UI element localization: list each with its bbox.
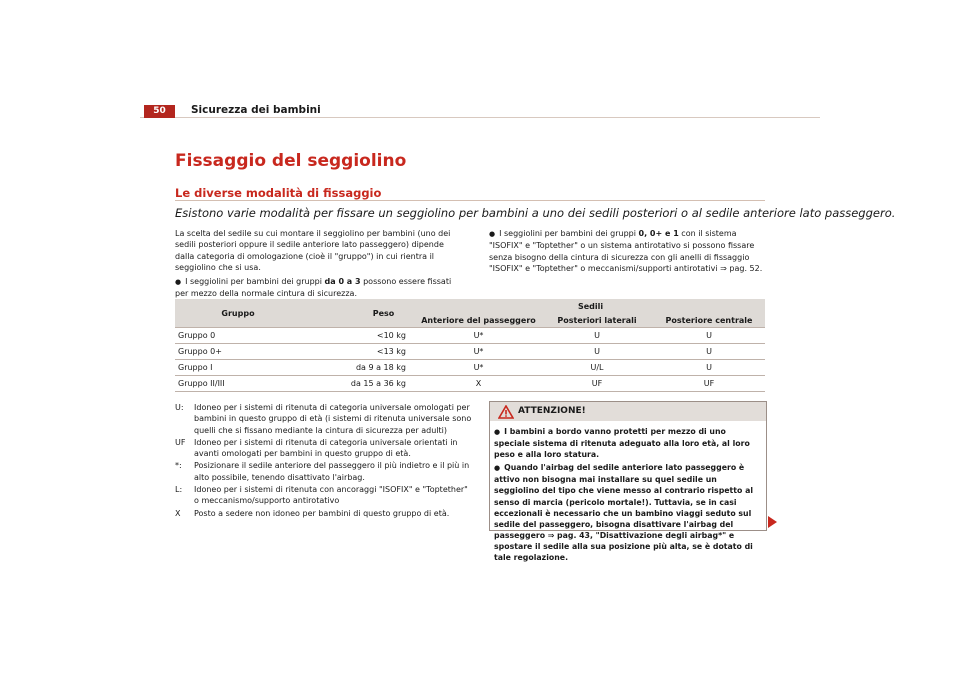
warning-title: ATTENZIONE!	[518, 406, 586, 416]
cell-anteriore: X	[416, 376, 541, 392]
cell-laterali: UF	[541, 376, 653, 392]
table-row	[175, 376, 765, 392]
page-number: 50	[144, 105, 175, 118]
cell-centrale: U	[653, 328, 765, 344]
header-centrale: Posteriore centrale	[653, 313, 765, 328]
footnote-key: U:	[175, 403, 184, 412]
warning-box	[489, 401, 767, 563]
header-sedili: Sedili	[577, 301, 604, 311]
header-laterali: Posteriori laterali	[541, 313, 653, 328]
compatibility-table	[175, 299, 765, 392]
footnote-text: Posto a sedere non idoneo per bambini di questo gruppo di età.	[194, 508, 450, 518]
warning-body	[494, 426, 762, 565]
compatibility-table-wrapper	[175, 299, 765, 392]
footnote-text: Idoneo per i sistemi di ritenuta di categoria universale omologati per bambini in questo gruppo di età (i sistemi di ritenuta universale sono quelli che si fissano mediante la cintura di sicurezza per adulti)	[194, 403, 472, 435]
cell-gruppo: Gruppo I	[175, 360, 301, 376]
subheading-rule	[175, 200, 765, 201]
header-anteriore: Anteriore del passeggero	[416, 313, 541, 328]
bullet-item: ● I seggiolini per bambini dei gruppi 0, 0+ e 1 con il sistema "ISOFIX" e "Toptether" o un sistema antirotativo si possono fissare senza bisogno della cintura di sicurezza con gli anelli di fissaggio "ISOFIX" e "Toptether" o meccanismi/supporti antirotativi ⇒ pag. 52.	[489, 228, 771, 274]
table-row	[175, 328, 765, 344]
header-rule	[140, 117, 820, 118]
continue-arrow-icon	[768, 516, 777, 528]
bullet-item: ● I seggiolini per bambini dei gruppi da 0 a 3 possono essere fissati per mezzo della normale cintura di sicurezza.	[175, 276, 465, 300]
footnotes	[175, 402, 475, 520]
warning-header	[490, 402, 766, 421]
subheading: Le diverse modalità di fissaggio	[175, 186, 382, 200]
footnote-key: UF	[175, 437, 186, 447]
cell-peso: <10 kg	[301, 328, 416, 344]
header-peso: Peso	[301, 299, 416, 328]
cell-peso: <13 kg	[301, 344, 416, 360]
footnote-text: Posizionare il sedile anteriore del passeggero il più indietro e il più in alto possibile, tenendo disattivato l'airbag.	[194, 461, 470, 482]
cell-laterali: U	[541, 344, 653, 360]
cell-gruppo: Gruppo 0+	[175, 344, 301, 360]
cell-peso: da 9 a 18 kg	[301, 360, 416, 376]
cell-peso: da 15 a 36 kg	[301, 376, 416, 392]
cell-centrale: U	[653, 360, 765, 376]
footnote-item	[175, 402, 475, 436]
cell-anteriore: U*	[416, 360, 541, 376]
footnote-key: L:	[175, 485, 183, 495]
warning-item: ● Quando l'airbag del sedile anteriore lato passeggero è attivo non bisogna mai installare su quel sedile un seggiolino del tipo che viene messo al contrario rispetto al senso di marcia (pericolo mortale!). Tuttavia, se in casi eccezionali è necessario che un bambino viaggi seduto sul sedile del passeggero, bisogna disattivare l'airbag del passeggero ⇒ pag. 43, "Disattivazione degli airbag*" e spostare il sedile alla sua posizione più alta, se è dotato di tale regolazione.	[494, 462, 762, 563]
warning-item: ● I bambini a bordo vanno protetti per mezzo di uno speciale sistema di ritenuta adeguato alla loro età, al loro peso e alla loro statura.	[494, 426, 762, 460]
left-column	[175, 228, 465, 303]
footnote-key: *:	[175, 461, 182, 471]
right-column	[489, 228, 771, 277]
footnote-item	[175, 484, 475, 507]
footnote-key: X	[175, 508, 181, 518]
cell-anteriore: U*	[416, 344, 541, 360]
table-row	[175, 360, 765, 376]
section-title: Sicurezza dei bambini	[191, 104, 321, 116]
footnote-text: Idoneo per i sistemi di ritenuta di categoria universale orientati in avanti omologati per bambini in questo gruppo di età.	[194, 437, 458, 459]
cell-gruppo: Gruppo II/III	[175, 376, 301, 392]
footnote-item	[175, 437, 475, 460]
footnote-text: Idoneo per i sistemi di ritenuta con ancoraggi "ISOFIX" e "Toptether" o meccanismo/supporto antirotativo	[194, 485, 468, 506]
cell-laterali: U/L	[541, 360, 653, 376]
cell-gruppo: Gruppo 0	[175, 328, 301, 344]
page-heading: Fissaggio del seggiolino	[175, 151, 407, 171]
cell-laterali: U	[541, 328, 653, 344]
header-gruppo: Gruppo	[175, 299, 301, 328]
footnote-item	[175, 460, 475, 483]
table-row	[175, 344, 765, 360]
cell-centrale: UF	[653, 376, 765, 392]
lead-paragraph: Esistono varie modalità per fissare un seggiolino per bambini a uno dei sedili posteriori o al sedile anteriore lato passeggero.	[175, 206, 896, 220]
cell-centrale: U	[653, 344, 765, 360]
cell-anteriore: U*	[416, 328, 541, 344]
intro-paragraph: La scelta del sedile su cui montare il seggiolino per bambini (uno dei sedili posteriori oppure il sedile anteriore lato passeggero) dipende dalla categoria di omologazione (cioè il "gruppo") in cui rientra il seggiolino che si usa.	[175, 229, 451, 272]
footnote-item	[175, 508, 475, 519]
warning-triangle-icon	[498, 405, 514, 419]
